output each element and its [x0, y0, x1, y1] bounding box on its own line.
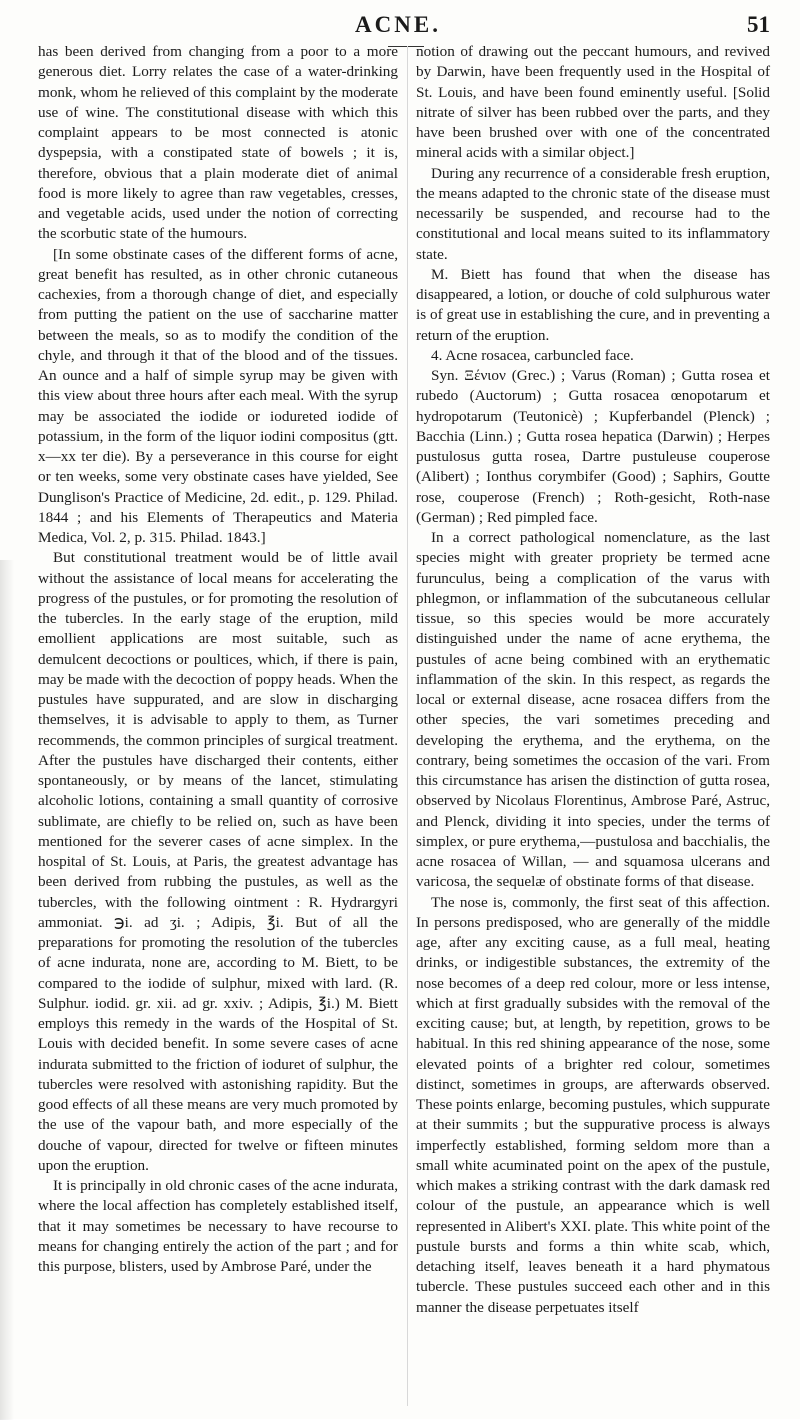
right-column — [416, 42, 770, 1318]
paragraph-bracketed-note-diet: [In some obstinate cases of the different forms of acne, great benefit has resulted, as in other chronic cutaneous cachexies, from a thorough change of diet, and especially from putting the patient on the use of saccharine matter between the meals, so as to modify the condition of the chyle, and through it that of the blood and of the tissues. An ounce and a half of simple syrup may be given with this view about three hours after each meal. With the syrup may be associated the iodide or iodureted iodide of potassium, in the form of the liquor iodini compositus (gtt. x—xx ter die). By a perseverance in this course for eight or ten weeks, some very obstinate cases have yielded, See Dunglison's Practice of Medicine, 2d. edit., p. 129. Philad. 1844 ; and his Elements of Therapeutics and Materia Medica, Vol. 2, p. 315. Philad. 1843.] — [38, 245, 398, 546]
paragraph-sulphurous-water: M. Biett has found that when the disease has disappeared, a lotion, or douche of cold sulphurous water is of great use in establishing the cure, and in preventing a return of the eruption. — [416, 265, 770, 344]
running-head — [0, 12, 800, 42]
paragraph-synonyms: Syn. Ξένιον (Grec.) ; Varus (Roman) ; Gutta rosea et rubedo (Auctorum) ; Gutta rosacea œnopotarum et hydropotarum (Teutonicè) ; Kupferbandel (Plenck) ; Bacchia (Linn.) ; Gutta rosea hepatica (Darwin) ; Herpes pustulosus gutta rosea, Dartre pustuleuse couperose (Alibert) ; Ionthus corymbifer (Good) ; Saphirs, Goutte rose, couperose (French) ; Roth-gesicht, Roth-nase (German) ; Red pimpled face. — [416, 367, 770, 526]
page-number: 51 — [747, 12, 770, 37]
column-divider — [407, 46, 408, 1406]
paragraph-diet-continued: has been derived from changing from a poor to a more generous diet. Lorry relates the case of a water-drinking monk, whom he relieved of this complaint by the moderate use of wine. The constitutional disease with which this complaint appears to be most connected is atonic dyspepsia, with a constipated state of bowels ; it is, therefore, obvious that a plain moderate diet of animal food is more likely to agree than raw vegetables, cresses, and vegetable acids, used under the notion of correcting the scorbutic state of the humours. — [38, 43, 398, 243]
left-column — [38, 42, 398, 1277]
paragraph-local-treatment: But constitutional treatment would be of little avail without the assistance of local means for accelerating the progress of the pustules, or for promoting the resolution of the tubercles. In the early stage of the eruption, mild emollient applications are most suitable, such as demulcent decoctions or poultices, which, if there is pain, may be made with the decoction of poppy heads. When the pustules have suppurated, and are slow in discharging themselves, it is advisable to apply to them, as Turner recommends, the common principles of surgical treatment. After the pustules have discharged their contents, either spontaneously, or by means of the lancet, stimulating alcoholic lotions, containing a small quantity of corrosive sublimate, are chiefly to be relied on, such as have been mentioned for the severer cases of acne simplex. In the hospital of St. Louis, at Paris, the greatest advantage has been derived from rubbing the pustules, as well as the tubercles, with the following ointment : R. Hydrargyri ammoniat. ℈i. ad ʒi. ; Adipis, ℥i. But of all the preparations for promoting the resolution of the tubercles of acne indurata, none are, according to M. Biett, to be compared to the iodide of sulphur, mixed with lard. (R. Sulphur. iodid. gr. xii. ad gr. xxiv. ; Adipis, ℥i.) M. Biett employs this remedy in the wards of the Hospital of St. Louis with decided benefit. In some severe cases of acne indurata submitted to the friction of ioduret of sulphur, the tubercles were resolved with astonishing rapidity. But the good effects of all these means are very much promoted by the use of the vapour bath, and more especially of the douche of vapour, directed for twelve or fifteen minutes upon the eruption. — [38, 549, 398, 1174]
section-heading-acne-rosacea: 4. Acne rosacea, carbuncled face. — [431, 346, 634, 364]
paragraph-nose-affection: The nose is, commonly, the first seat of this affection. In persons predisposed, who are generally of the middle age, after any exciting cause, as a full meal, heating drinks, or indigestible substances, the extremity of the nose becomes of a deep red colour, more or less intense, which at first gradually subsides with the removal of the exciting cause; but, at length, by repetition, grows to be habitual. In this red shining appearance of the nose, some elevated points of a brighter red colour, sometimes distinct, sometimes in groups, are afterwards observed. These points enlarge, becoming pustules, which suppurate at their summits ; but the suppurative process is always imperfectly established, forming seldom more than a small white acuminated point on the apex of the pustule, which makes a striking contrast with the dark damask red colour of the pustule, an appearance which is well represented in Alibert's XXI. plate. This white point of the pustule bursts and forms a thin white scab, which, detaching itself, leaves beneath it a hard phymatous tubercle. These pustules succeed each other and in this manner the disease perpetuates itself — [416, 893, 771, 1316]
paragraph-chronic-indurata: It is principally in old chronic cases of the acne indurata, where the local affection has completely established itself, that it may sometimes be necessary to have recourse to means for changing entirely the action of the part ; and for this purpose, blisters, used by Ambrose Paré, under the — [38, 1177, 398, 1275]
paragraph-nomenclature: In a correct pathological nomenclature, as the last species might with greater propriety be termed acne furunculus, being a complication of the varus with phlegmon, or inflammation of the subcutaneous cellular tissue, so this species would be more accurately distinguished under the name of acne erythema, the pustules of acne being combined with an erythematic inflammation of the skin. In this respect, as regards the local or external disease, acne rosacea differs from the other species, the vari sometimes preceding and developing the erythema, and the erythema, on the contrary, being sometimes the occasion of the vari. From this circumstance has arisen the distinction of gutta rosea, observed by Nicolaus Florentinus, Ambrose Paré, Astruc, and Plenck, dividing it into species, under the terms of simplex, or pure erythema,—pustulosa and bacchialis, the acne rosacea of Willan, — and squamosa ulcerans and varicosa, the sequelæ of obstinate forms of that disease. — [416, 529, 770, 891]
running-head-title: ACNE. — [355, 12, 441, 37]
paragraph-blisters-continued: notion of drawing out the peccant humours, and revived by Darwin, have been frequently used in the Hospital of St. Louis, and have been found eminently useful. [Solid nitrate of silver has been rubbed over the parts, and they have been brushed over with one of the concentrated mineral acids with a similar object.] — [416, 43, 770, 162]
page-spine-shadow — [0, 560, 14, 1420]
paragraph-recurrence: During any recurrence of a considerable fresh eruption, the means adapted to the chronic state of the disease must necessarily be suspended, and recourse had to the constitutional and local means suited to its inflammatory state. — [416, 164, 770, 263]
